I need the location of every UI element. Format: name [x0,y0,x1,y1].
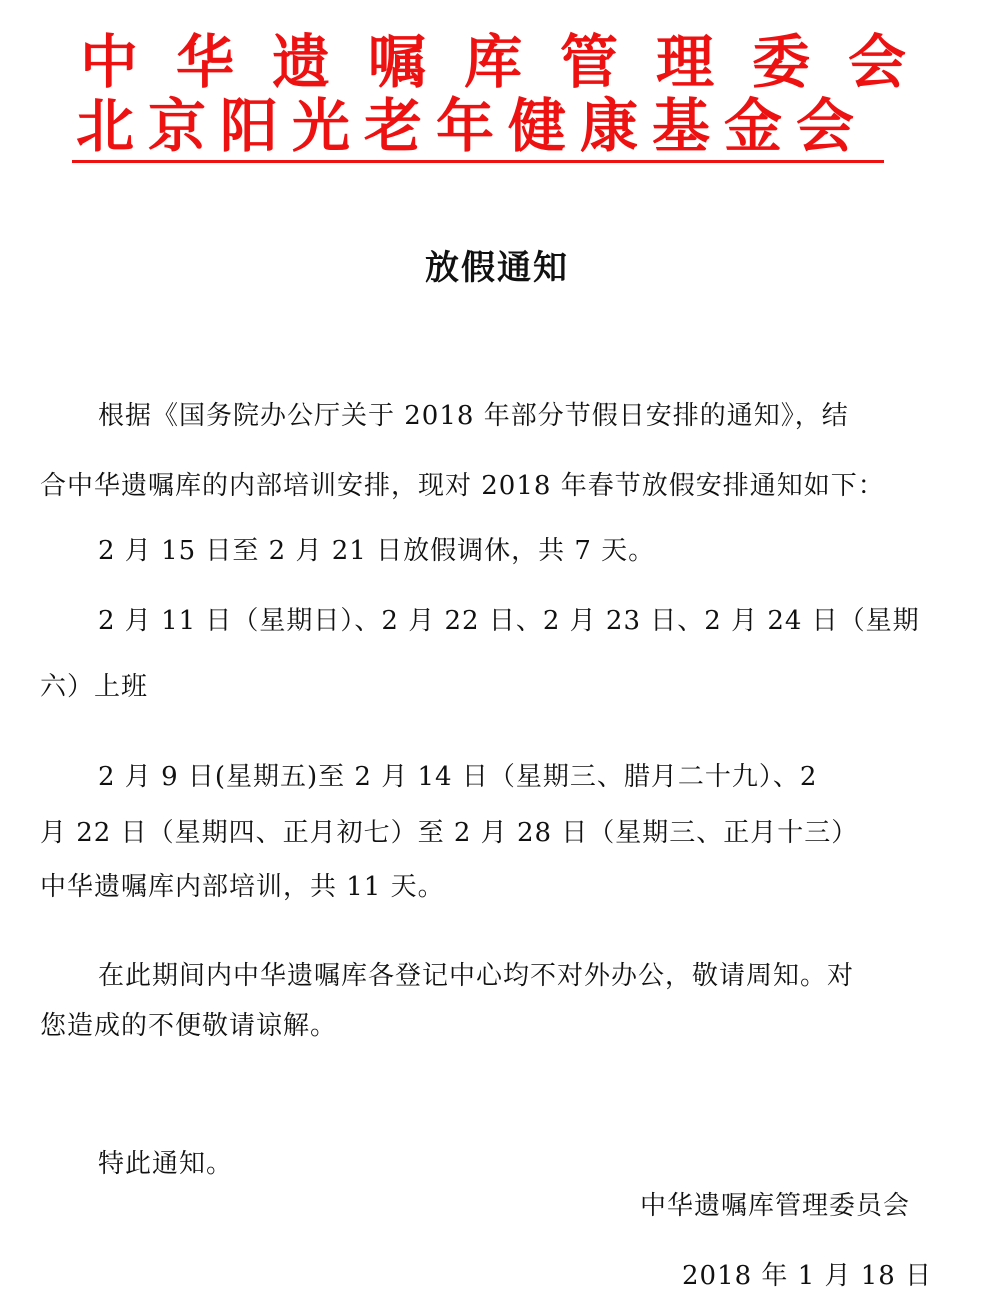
paragraph-3-line-2: 六）上班 [40,672,149,702]
letterhead [72,28,945,160]
paragraph-4-line-2: 月 22 日（星期四、正月初七）至 2 月 28 日（星期三、正月十三） [40,818,859,848]
signature: 中华遗嘱库管理委员会 [640,1191,911,1221]
notice-title: 放假通知 [425,248,569,288]
paragraph-closing: 特此通知。 [98,1149,234,1179]
paragraph-4-line-3: 中华遗嘱库内部培训，共 11 天。 [40,872,445,902]
notice-date: 2018 年 1 月 18 日 [682,1261,933,1291]
letterhead-line-2: 北京阳光老年健康基金会 [76,92,869,160]
paragraph-1-line-2: 合中华遗嘱库的内部培训安排，现对 2018 年春节放假安排通知如下： [40,471,885,501]
paragraph-4-line-1: 2 月 9 日(星期五)至 2 月 14 日（星期三、腊月二十九）、2 [98,762,818,792]
paragraph-1-line-1: 根据《国务院办公厅关于 2018 年部分节假日安排的通知》，结 [98,401,849,431]
letterhead-line-1: 中华遗嘱库管理委会 [80,28,945,96]
paragraph-2: 2 月 15 日至 2 月 21 日放假调休，共 7 天。 [98,536,656,566]
letterhead-divider [72,160,884,163]
paragraph-5-line-1: 在此期间内中华遗嘱库各登记中心均不对外办公，敬请周知。对 [98,961,855,991]
paragraph-3-line-1: 2 月 11 日（星期日）、2 月 22 日、2 月 23 日、2 月 24 日（星期 [98,606,920,636]
paragraph-5-line-2: 您造成的不便敬请谅解。 [40,1011,338,1041]
